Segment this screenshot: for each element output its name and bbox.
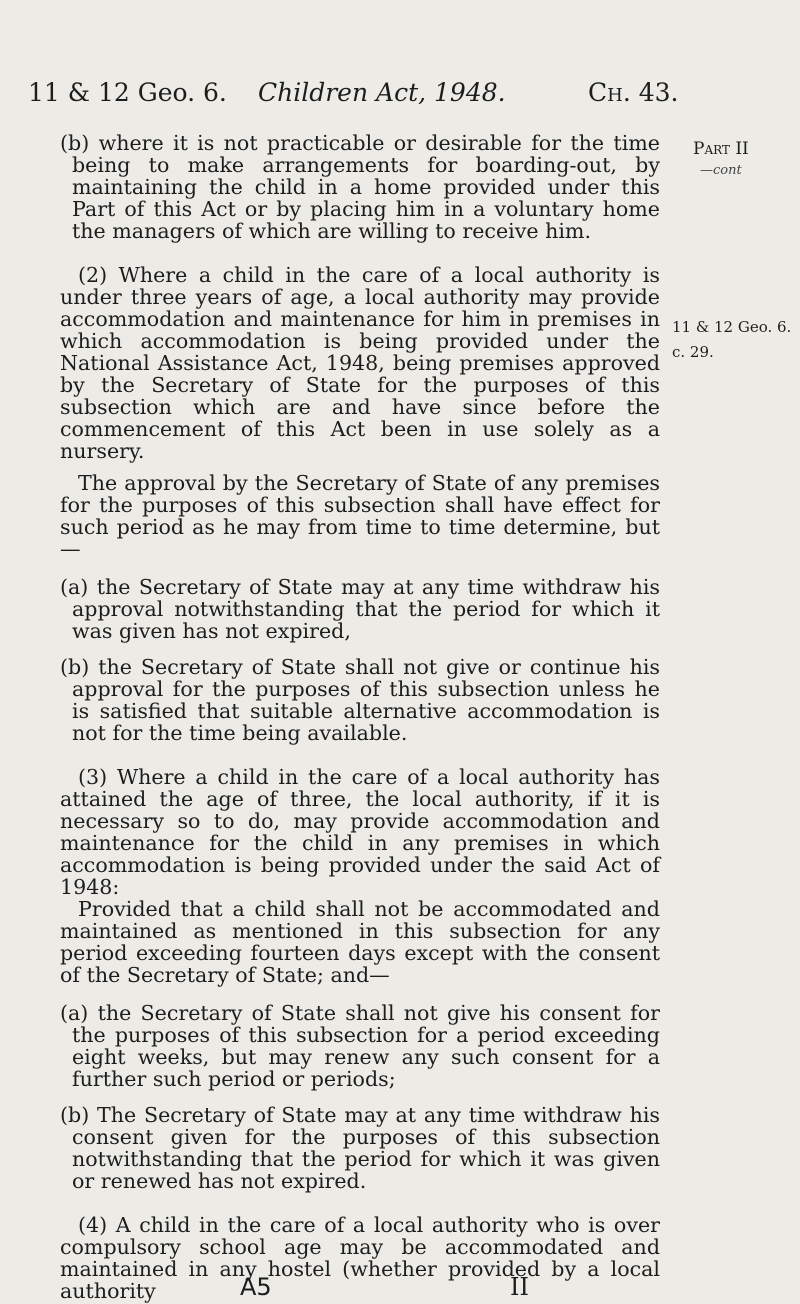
- margin-note-part: Part II: [693, 139, 749, 159]
- margin-note-cont: —cont: [700, 163, 742, 178]
- page-number: II: [510, 1273, 529, 1301]
- signature-mark: A5: [240, 1273, 272, 1301]
- margin-note-ref: 11 & 12 Geo. 6.: [672, 318, 792, 336]
- act-title: Children Act, 1948.: [258, 78, 506, 107]
- approval-paragraph: The approval by the Secretary of State of any premises for the purposes of this subsection shall have effect for such period as he may from time to time determine, but—: [60, 471, 660, 561]
- regnal-year: 11 & 12 Geo. 6.: [28, 78, 227, 107]
- subsection-3: (3) Where a child in the care of a local authority has attained the age of three, the local authority, if it is necessary so to do, may provide accommodation and maintenance for the child in any premises in which accommodation is being provided under the said Act of 1948:: [60, 765, 660, 899]
- clause-a-withdraw: (a) the Secretary of State may at any time withdraw his approval notwithstanding that the period for which it was given has not expired,: [60, 575, 660, 643]
- clause-b-continue: (b) the Secretary of State shall not give or continue his approval for the purposes of this subsection unless he is satisfied that suitable alternative accommodation is not for the time being available.: [60, 655, 660, 745]
- running-header: [28, 78, 688, 114]
- clause-b-withdraw-consent: (b) The Secretary of State may at any time withdraw his consent given for the purposes of this subsection notwithstanding that the period for which it was given or renewed has not expired.: [60, 1103, 660, 1193]
- clause-a-consent: (a) the Secretary of State shall not give his consent for the purposes of this subsection for a period exceeding eight weeks, but may renew any such consent for a further such period or periods;: [60, 1001, 660, 1091]
- page-footer: [60, 1273, 660, 1301]
- page-body: [60, 132, 660, 1302]
- subsection-4: (4) A child in the care of a local authority who is over compulsory school age may be accommodated and maintained in any hostel (whether provided by a local authority: [60, 1213, 660, 1303]
- clause-b-boarding: (b) where it is not practicable or desirable for the time being to make arrangements for boarding-out, by maintaining the child in a home provided under this Part of this Act or by placing him in a voluntary home the managers of which are willing to receive him.: [60, 131, 660, 243]
- chapter-number: Ch. 43.: [588, 78, 679, 107]
- subsection-2: (2) Where a child in the care of a local authority is under three years of age, a local authority may provide accommodation and maintenance for him in premises in which accommodation is being provided under the National Assistance Act, 1948, being premises approved by the Secretary of State for the purposes of this subsection which are and have since before the commencement of this Act been in use solely as a nursery.: [60, 263, 660, 463]
- margin-note-chapter: c. 29.: [672, 343, 714, 361]
- proviso-paragraph: Provided that a child shall not be accommodated and maintained as mentioned in this subsection for any period exceeding fourteen days except with the consent of the Secretary of State; and—: [60, 897, 660, 987]
